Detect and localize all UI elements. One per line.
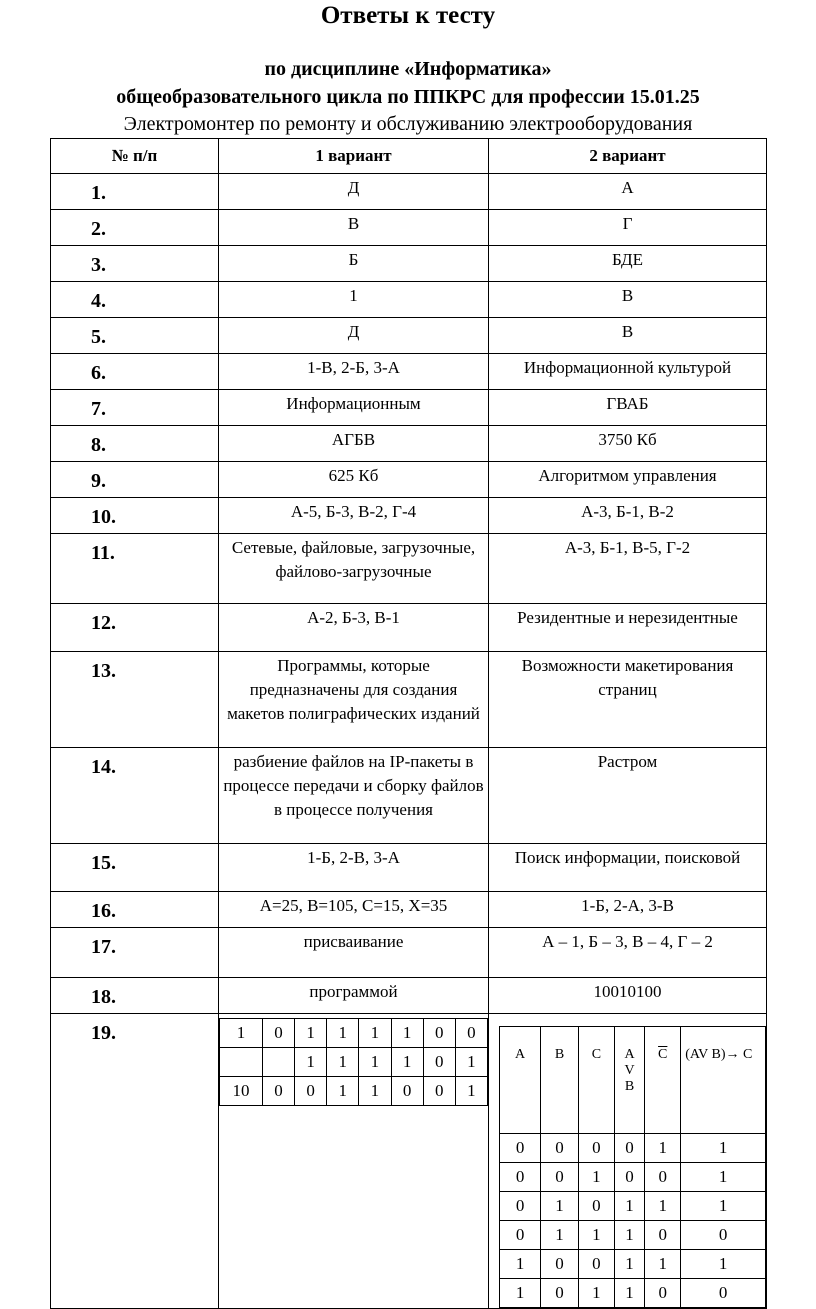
grid-row [220,1019,488,1048]
answer-variant1: присваивание [219,928,489,978]
truth-table-cell: 0 [541,1134,579,1163]
truth-table-cell: 1 [681,1192,766,1221]
table-row [51,426,767,462]
document-title: Ответы к тесту [320,2,496,29]
answer-variant1: А-2, Б-3, В-1 [219,604,489,652]
truth-table-cell: 1 [614,1192,644,1221]
answer-variant1: 1-В, 2-Б, 3-А [219,354,489,390]
truth-table-cell: 0 [681,1221,766,1250]
table-row [51,1014,767,1309]
truth-table-row [500,1192,766,1221]
grid-row [220,1077,488,1106]
grid-cell [220,1048,263,1077]
truth-table [499,1026,766,1308]
column-header-number: № п/п [51,139,219,174]
answer-variant2: А-3, Б-1, В-5, Г-2 [489,534,767,604]
answer-variant1: 1 [219,282,489,318]
answer-variant1: 625 Кб [219,462,489,498]
truth-table-cell: 1 [681,1163,766,1192]
truth-table-cell: 1 [645,1250,681,1279]
truth-table-row [500,1279,766,1308]
question-number: 9. [51,462,219,498]
answer-variant2: Алгоритмом управления [489,462,767,498]
answer-variant2: Поиск информации, поисковой [489,844,767,892]
truth-table-header-cell: A V B [614,1027,644,1134]
truth-table-cell: 0 [500,1163,541,1192]
truth-table-cell: 0 [578,1250,614,1279]
table-row [51,928,767,978]
truth-table-cell: 0 [578,1134,614,1163]
table-row [51,210,767,246]
truth-table-row [500,1250,766,1279]
truth-table-header-cell: $\overline{C}$ [645,1027,681,1134]
answers-table [50,138,767,1309]
answer-variant1: АГБВ [219,426,489,462]
grid-cell: 0 [423,1077,455,1106]
grid-cell: 0 [262,1077,294,1106]
truth-table-cell: 1 [645,1134,681,1163]
grid-cell: 1 [327,1048,359,1077]
question-number: 5. [51,318,219,354]
grid-cell: 0 [262,1019,294,1048]
truth-table-cell: 1 [614,1250,644,1279]
truth-table-cell: 0 [578,1192,614,1221]
answer-variant2: Информационной культурой [489,354,767,390]
truth-table-cell: 1 [645,1192,681,1221]
grid-cell: 1 [455,1048,487,1077]
answer-variant1: программой [219,978,489,1014]
grid-row [220,1048,488,1077]
question-number: 4. [51,282,219,318]
table-row [51,246,767,282]
truth-table-cell: 0 [645,1221,681,1250]
truth-table-cell: 0 [500,1221,541,1250]
truth-table-header-cell: (AV B)→ C [681,1027,766,1134]
binary-addition-grid [219,1018,488,1106]
grid-cell: 1 [327,1077,359,1106]
truth-table-cell: 0 [541,1250,579,1279]
grid-cell [262,1048,294,1077]
answer-variant2: Растром [489,748,767,844]
table-row [51,282,767,318]
table-row [51,318,767,354]
truth-table-cell: 1 [681,1250,766,1279]
truth-table-row [500,1163,766,1192]
grid-cell: 0 [423,1019,455,1048]
grid-cell: 0 [295,1077,327,1106]
answer-variant2: 1-Б, 2-А, 3-В [489,892,767,928]
grid-cell: 1 [327,1019,359,1048]
truth-table-header-cell: B [541,1027,579,1134]
answer-variant2 [489,1014,767,1309]
answer-variant1: Б [219,246,489,282]
question-number: 15. [51,844,219,892]
question-number: 8. [51,426,219,462]
column-header-variant1: 1 вариант [219,139,489,174]
answer-variant2: БДЕ [489,246,767,282]
truth-table-cell: 0 [645,1279,681,1308]
truth-table-cell: 0 [541,1163,579,1192]
grid-cell: 1 [295,1019,327,1048]
answer-variant1: Информационным [219,390,489,426]
grid-cell: 1 [295,1048,327,1077]
truth-table-header [500,1027,766,1134]
answer-variant2: Г [489,210,767,246]
question-number: 7. [51,390,219,426]
answer-variant1: Д [219,174,489,210]
truth-table-cell: 1 [541,1221,579,1250]
grid-cell: 0 [391,1077,423,1106]
grid-cell: 10 [220,1077,263,1106]
grid-cell: 1 [455,1077,487,1106]
truth-table-cell: 0 [541,1279,579,1308]
table-row [51,462,767,498]
table-row [51,604,767,652]
grid-cell: 1 [391,1019,423,1048]
question-number: 3. [51,246,219,282]
question-number: 6. [51,354,219,390]
table-row [51,978,767,1014]
table-row [51,354,767,390]
truth-table-cell: 1 [578,1221,614,1250]
answer-variant1: разбиение файлов на IP-пакеты в процессе передачи и сборку файлов в процессе получения [219,748,489,844]
grid-cell: 1 [359,1048,391,1077]
truth-table-header-cell: A [500,1027,541,1134]
question-number: 18. [51,978,219,1014]
answer-variant2: А-3, Б-1, В-2 [489,498,767,534]
truth-table-cell: 0 [500,1192,541,1221]
question-number: 16. [51,892,219,928]
program-line: общеобразовательного цикла по ППКРС для профессии 15.01.25 [116,86,700,108]
table-row [51,498,767,534]
column-header-variant2: 2 вариант [489,139,767,174]
discipline-line: по дисциплине «Информатика» [264,58,552,80]
answer-variant2: В [489,318,767,354]
truth-table-row [500,1134,766,1163]
grid-cell: 0 [455,1019,487,1048]
answer-variant1: A=25, B=105, C=15, X=35 [219,892,489,928]
answer-variant1 [219,1014,489,1309]
answer-variant1: Д [219,318,489,354]
answers-table-body [51,174,767,1309]
truth-table-cell: 1 [578,1163,614,1192]
answer-variant1: 1-Б, 2-В, 3-А [219,844,489,892]
table-row [51,844,767,892]
truth-table-cell: 1 [578,1279,614,1308]
truth-table-cell: 1 [541,1192,579,1221]
answer-variant2: 3750 Кб [489,426,767,462]
truth-table-cell: 0 [645,1163,681,1192]
question-number: 10. [51,498,219,534]
question-number: 17. [51,928,219,978]
question-number: 12. [51,604,219,652]
truth-table-header-cell: C [578,1027,614,1134]
grid-cell: 1 [220,1019,263,1048]
table-row [51,534,767,604]
question-number: 13. [51,652,219,748]
truth-table-cell: 0 [614,1134,644,1163]
truth-table-cell: 1 [681,1134,766,1163]
grid-cell: 0 [423,1048,455,1077]
answer-variant2: Возможности макетирования страниц [489,652,767,748]
answer-variant1: А-5, Б-3, В-2, Г-4 [219,498,489,534]
truth-table-row [500,1221,766,1250]
table-row [51,174,767,210]
answer-variant2: ГВАБ [489,390,767,426]
question-number: 2. [51,210,219,246]
question-number: 11. [51,534,219,604]
answer-variant1: Программы, которые предназначены для создания макетов полиграфических изданий [219,652,489,748]
question-number: 1. [51,174,219,210]
table-header-row [51,139,767,174]
truth-table-cell: 0 [500,1134,541,1163]
truth-table-cell: 1 [500,1279,541,1308]
answer-variant2: В [489,282,767,318]
profession-line: Электромонтер по ремонту и обслуживанию электрооборудования [123,113,693,135]
answer-variant2: А – 1, Б – 3, В – 4, Г – 2 [489,928,767,978]
truth-table-cell: 1 [614,1279,644,1308]
truth-table-cell: 1 [614,1221,644,1250]
question-number: 14. [51,748,219,844]
truth-table-cell: 0 [614,1163,644,1192]
table-row [51,748,767,844]
grid-cell: 1 [391,1048,423,1077]
answer-variant2: 10010100 [489,978,767,1014]
truth-table-cell: 0 [681,1279,766,1308]
grid-cell: 1 [359,1019,391,1048]
answer-variant1: В [219,210,489,246]
question-number: 19. [51,1014,219,1309]
truth-table-cell: 1 [500,1250,541,1279]
answer-variant2: А [489,174,767,210]
grid-cell: 1 [359,1077,391,1106]
table-row [51,892,767,928]
table-row [51,390,767,426]
table-row [51,652,767,748]
answer-variant2: Резидентные и нерезидентные [489,604,767,652]
answer-variant1: Сетевые, файловые, загрузочные, файлово-загрузочные [219,534,489,604]
